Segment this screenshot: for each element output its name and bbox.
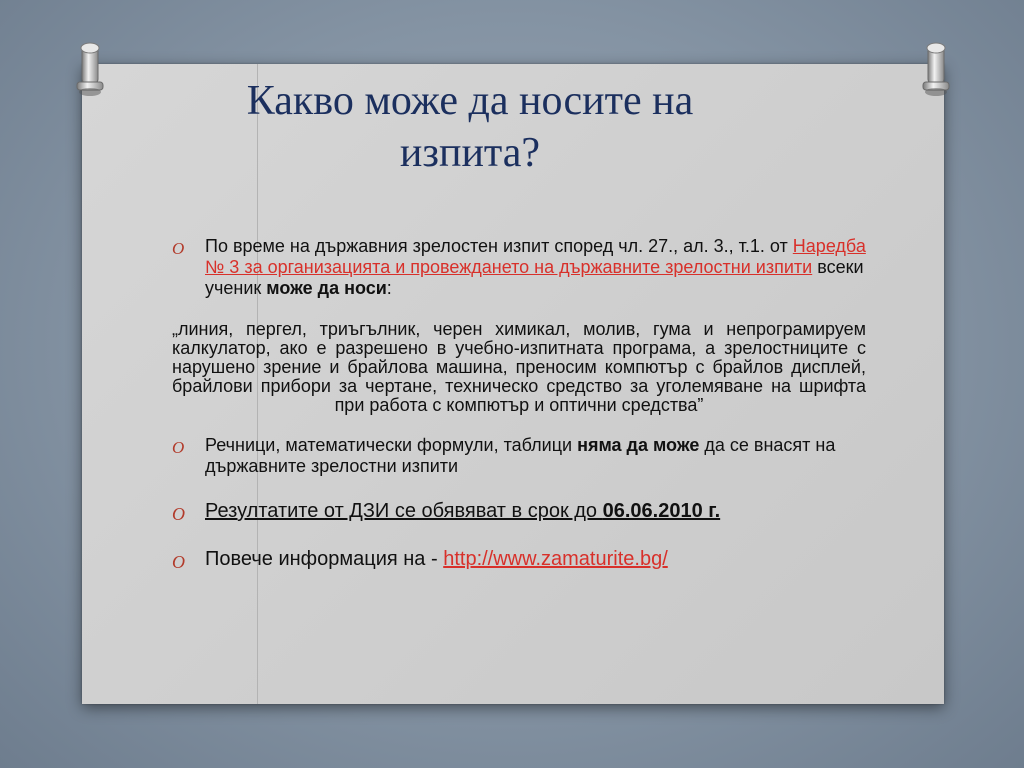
bullet-text: Повече информация на - (205, 548, 444, 570)
title-line-2: изпита? (399, 130, 541, 176)
bullet-bold-text: няма да може (577, 435, 700, 455)
title-line-1: Какво може да носите на (246, 78, 694, 124)
bullet-bold-text: може да носи (266, 278, 387, 298)
bullet-exam-items (172, 236, 866, 299)
bullet-forbidden-items (172, 435, 866, 477)
slide-title (150, 75, 790, 179)
bullet-marker-icon: O (172, 438, 185, 457)
slide-content (172, 236, 866, 571)
pushpin-icon (916, 40, 956, 112)
results-date: 06.06.2010 г. (602, 500, 721, 522)
bullet-results-date (172, 499, 866, 523)
bullet-text: Резултатите от ДЗИ се обявяват в срок до (205, 500, 603, 522)
bullet-marker-icon: O (172, 504, 185, 524)
pushpin-icon (70, 40, 110, 112)
bullet-text: да се внасят на държавните зрелостни изпити (205, 435, 836, 476)
bullet-marker-icon: O (172, 239, 185, 258)
website-link[interactable]: http://www.zamaturite.bg/ (443, 548, 668, 570)
bullet-text: Речници, математически формули, таблици (205, 435, 578, 455)
bullet-more-info (172, 547, 866, 571)
bullet-marker-icon: O (172, 552, 185, 572)
allowed-items-quote: „линия, пергел, триъгълник, черен химикал, молив, гума и непрограмируем калкулатор, ако е разрешено в учебно-изпитната програма, а зрелостниците с нарушено зрение и брайлова машина, преносим компютър с брайлов дисплей, брайлови прибори за чертане, техническо средство за уголемяване на шрифта при работа с компютър и оптични средства” (172, 319, 866, 415)
bullet-text: : (386, 278, 392, 298)
bullet-text: всеки ученик (205, 257, 864, 298)
bullet-text: По време на държавния зрелостен изпит според чл. 27., ал. 3., т.1. от (205, 236, 793, 256)
regulation-link[interactable]: Наредба № 3 за организацията и провеждането на държавните зрелостни изпити (205, 236, 866, 277)
